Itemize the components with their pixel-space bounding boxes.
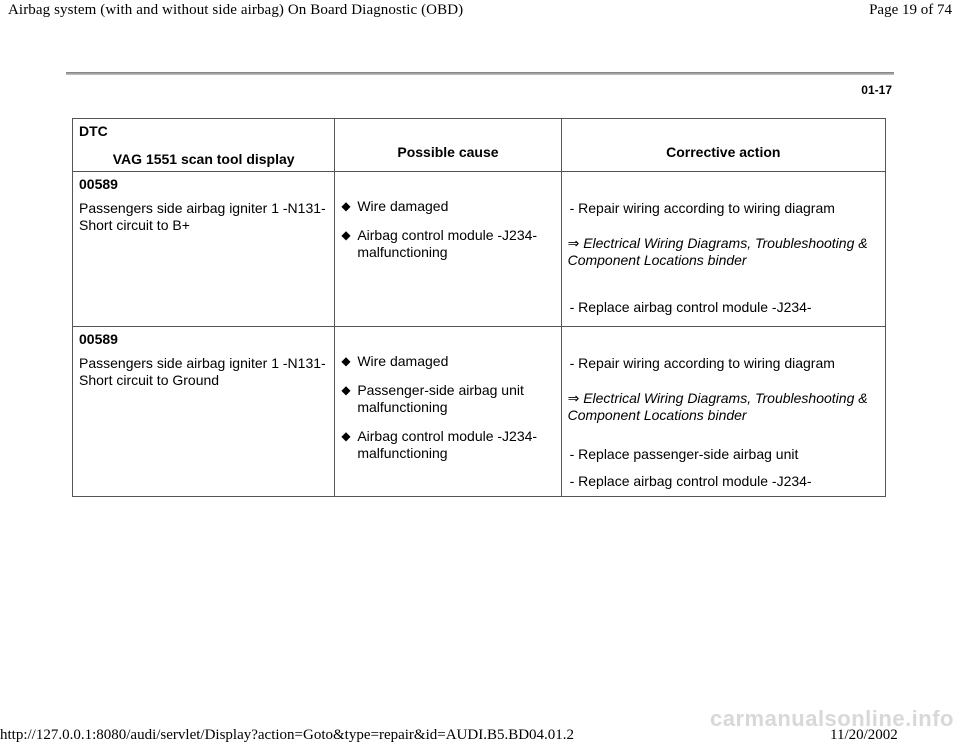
cause-list <box>341 198 554 261</box>
cause-item <box>341 428 554 462</box>
dtc-cell <box>73 172 335 327</box>
cause-list <box>341 353 554 462</box>
cause-item <box>341 382 554 416</box>
cause-item <box>341 227 554 261</box>
dtc-table-body <box>73 172 886 497</box>
table-header-row <box>73 119 886 172</box>
footer-url-link[interactable]: http://127.0.0.1:8080/audi/servlet/Display?action=Goto&type=repair&id=AUDI.B5.BD04.01.2 <box>0 727 575 743</box>
diamond-bullet-icon: ◆ <box>341 354 351 368</box>
table-row <box>73 327 886 497</box>
header-possible-cause <box>335 119 561 172</box>
table-row <box>73 172 886 327</box>
page-counter: Page 19 of 74 <box>869 2 952 18</box>
header-corrective-action <box>561 119 885 172</box>
action-step: - Replace airbag control module -J234- <box>569 299 812 315</box>
cause-text: Airbag control module -J234- malfunctioning <box>357 227 538 260</box>
cause-text: Wire damaged <box>357 353 449 369</box>
cause-item <box>341 198 554 215</box>
dtc-table <box>72 118 886 497</box>
dtc-code: 00589 <box>79 331 118 347</box>
action-step: - Repair wiring according to wiring diagram <box>569 200 835 216</box>
cause-cell <box>335 327 561 497</box>
header-dtc: DTC <box>79 123 108 139</box>
header-action-label: Corrective action <box>666 144 781 160</box>
diamond-bullet-icon: ◆ <box>341 383 351 397</box>
cause-text: Airbag control module -J234- malfunctioning <box>357 428 538 461</box>
dtc-description: Passengers side airbag igniter 1 -N131- Short circuit to B+ <box>79 200 326 233</box>
cause-text: Passenger-side airbag unit malfunctioning <box>357 382 524 415</box>
cause-text: Wire damaged <box>357 198 449 214</box>
action-cell <box>561 172 885 327</box>
dtc-code: 00589 <box>79 176 118 192</box>
header-cause-label: Possible cause <box>397 144 499 160</box>
cause-cell <box>335 172 561 327</box>
action-step: - Repair wiring according to wiring diagram <box>569 355 835 371</box>
action-step: - Replace passenger-side airbag unit <box>569 446 799 462</box>
action-cell <box>561 327 885 497</box>
dtc-description: Passengers side airbag igniter 1 -N131- Short circuit to Ground <box>79 355 326 388</box>
document-title: Airbag system (with and without side airbag) On Board Diagnostic (OBD) <box>8 2 464 18</box>
watermark-logo: carmanualsonline.info <box>710 706 954 731</box>
header-dtc-display <box>73 119 335 172</box>
dtc-cell <box>73 327 335 497</box>
diamond-bullet-icon: ◆ <box>341 429 351 443</box>
footer-date: 11/20/2002 <box>830 727 898 743</box>
action-step: - Replace airbag control module -J234- <box>569 473 812 489</box>
diamond-bullet-icon: ◆ <box>341 228 351 242</box>
wiring-diagram-reference[interactable]: ⇒ Electrical Wiring Diagrams, Troubleshooting & Component Locations binder <box>567 235 868 268</box>
header-rule <box>66 72 894 75</box>
page-number: 01-17 <box>861 83 892 97</box>
cause-item <box>341 353 554 370</box>
header-display: VAG 1551 scan tool display <box>112 151 295 167</box>
diamond-bullet-icon: ◆ <box>341 199 351 213</box>
wiring-diagram-reference[interactable]: ⇒ Electrical Wiring Diagrams, Troubleshooting & Component Locations binder <box>567 390 868 423</box>
